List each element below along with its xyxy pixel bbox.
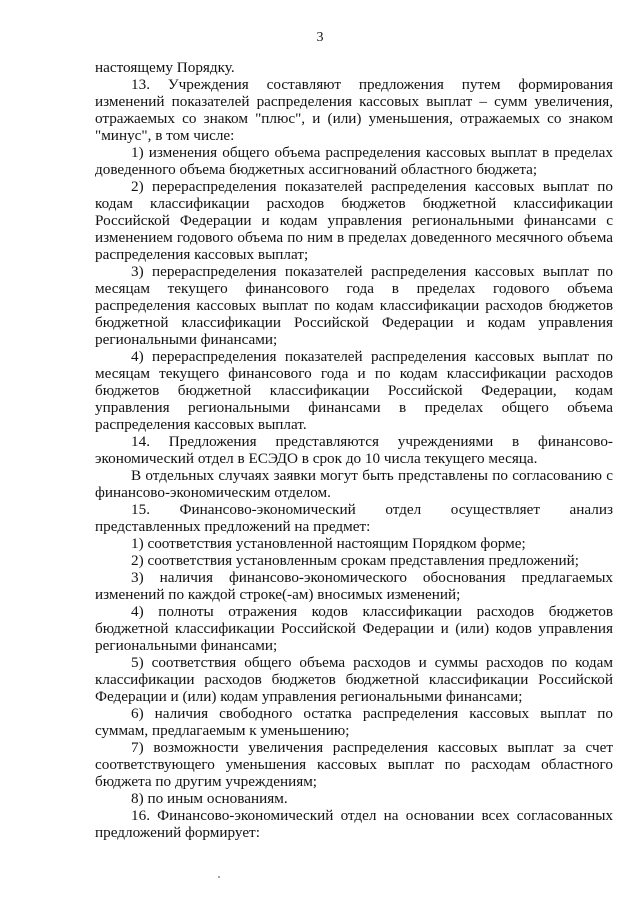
paragraph-subitem-15-3: 3) наличия финансово-экономического обоснования предлагаемых изменений по каждой строке(-ам) вносимых изменений; [95,569,613,603]
paragraph-subitem-15-8: 8) по иным основаниям. [131,790,288,807]
paragraph-item-14: 14. Предложения представляются учреждениями в финансово-экономический отдел в ЕСЭДО в срок до 10 числа текущего месяца. [95,433,613,467]
paragraph-item-14-note: В отдельных случаях заявки могут быть представлены по согласованию с финансово-экономическим отделом. [95,467,613,501]
paragraph-item-15: 15. Финансово-экономический отдел осуществляет анализ представленных предложений на предмет: [95,501,613,535]
scan-speck [218,876,220,878]
paragraph-continuation: настоящему Порядку. [95,59,235,76]
paragraph-item-13: 13. Учреждения составляют предложения путем формирования изменений показателей распределения кассовых выплат – сумм увеличения, отражаемых со знаком "плюс", и (или) уменьшения, отражаемых со знаком "минус", в том числе: [95,76,613,144]
paragraph-subitem-13-1: 1) изменения общего объема распределения кассовых выплат в пределах доведенного объема бюджетных ассигнований областного бюджета; [95,144,613,178]
paragraph-subitem-15-5: 5) соответствия общего объема расходов и суммы расходов по кодам классификации расходов бюджетов бюджетной классификации Российской Федерации и (или) кодам управления региональными финансами; [95,654,613,705]
paragraph-subitem-15-2: 2) соответствия установленным срокам представления предложений; [131,552,579,569]
paragraph-subitem-13-3: 3) перераспределения показателей распределения кассовых выплат по месяцам текущего финансового года в пределах годового объема распределения кассовых выплат по кодам классификации расходов бюджетов бюджетной классификации Российской Федерации и кодам управления региональными финансами; [95,263,613,348]
paragraph-subitem-13-2: 2) перераспределения показателей распределения кассовых выплат по кодам классификации расходов бюджетов бюджетной классификации Российской Федерации и кодам управления региональными финансами с изменением годового объема по ним в пределах доведенного месячного объема распределения кассовых выплат; [95,178,613,263]
paragraph-subitem-15-6: 6) наличия свободного остатка распределения кассовых выплат по суммам, предлагаемым к уменьшению; [95,705,613,739]
paragraph-subitem-15-1: 1) соответствия установленной настоящим Порядком форме; [131,535,526,552]
paragraph-item-16: 16. Финансово-экономический отдел на основании всех согласованных предложений формирует: [95,807,613,841]
paragraph-subitem-13-4: 4) перераспределения показателей распределения кассовых выплат по месяцам текущего финансового года и по кодам классификации расходов бюджетов бюджетной классификации Российской Федерации, кодам управления региональными финансами в пределах общего объема распределения кассовых выплат. [95,348,613,433]
paragraph-subitem-15-4: 4) полноты отражения кодов классификации расходов бюджетов бюджетной классификации Российской Федерации и (или) кодов управления региональными финансами; [95,603,613,654]
page-number: 3 [316,30,324,45]
paragraph-subitem-15-7: 7) возможности увеличения распределения кассовых выплат за счет соответствующего уменьшения кассовых выплат по расходам областного бюджета по другим учреждениям; [95,739,613,790]
document-body [95,59,613,841]
